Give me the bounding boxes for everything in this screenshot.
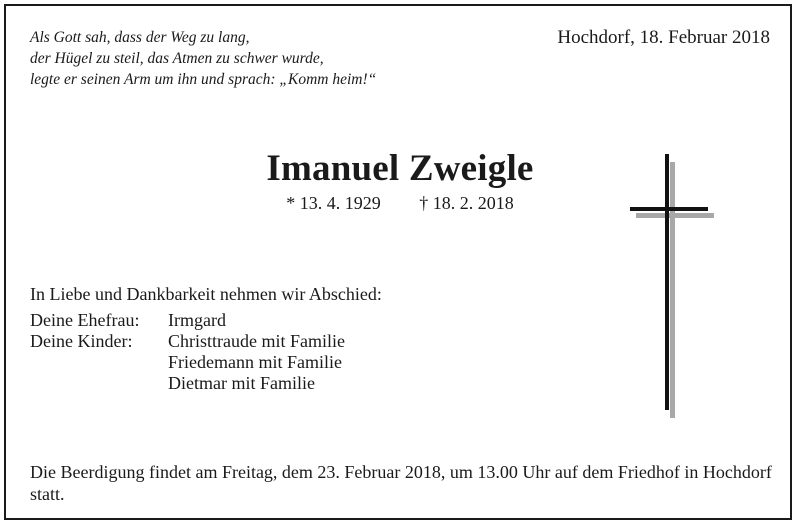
- family-list: [30, 310, 345, 394]
- cross-vertical: [665, 154, 669, 410]
- place-date: Hochdorf, 18. Februar 2018: [557, 27, 770, 48]
- poem-line: Als Gott sah, dass der Weg zu lang,: [30, 29, 250, 46]
- spouse-label: Deine Ehefrau:: [30, 310, 140, 330]
- cross-icon: [628, 154, 718, 420]
- birth-date: * 13. 4. 1929: [286, 193, 381, 213]
- spouse-row: [30, 310, 345, 331]
- child-name: Dietmar mit Familie: [168, 373, 315, 393]
- life-dates: [200, 193, 600, 214]
- children-row: [30, 331, 345, 394]
- death-date: † 18. 2. 2018: [419, 193, 514, 213]
- memorial-poem: [30, 27, 376, 90]
- funeral-notice: Die Beerdigung findet am Freitag, dem 23. Februar 2018, um 13.00 Uhr auf dem Friedhof in Hochdorf statt.: [30, 462, 772, 504]
- cross-shadow-horizontal: [636, 213, 714, 218]
- poem-line: legte er seinen Arm um ihn und sprach: „Komm heim!“: [30, 71, 377, 88]
- children-label: Deine Kinder:: [30, 331, 133, 351]
- deceased-name: Imanuel Zweigle: [266, 148, 534, 189]
- cross-horizontal: [630, 207, 708, 211]
- poem-line: der Hügel zu steil, das Atmen zu schwer wurde,: [30, 50, 324, 67]
- spouse-name: Irmgard: [168, 310, 226, 330]
- child-name: Friedemann mit Familie: [168, 352, 342, 372]
- child-name: Christtraude mit Familie: [168, 331, 345, 351]
- cross-shadow-vertical: [670, 162, 675, 418]
- farewell-text: In Liebe und Dankbarkeit nehmen wir Abschied:: [30, 284, 382, 304]
